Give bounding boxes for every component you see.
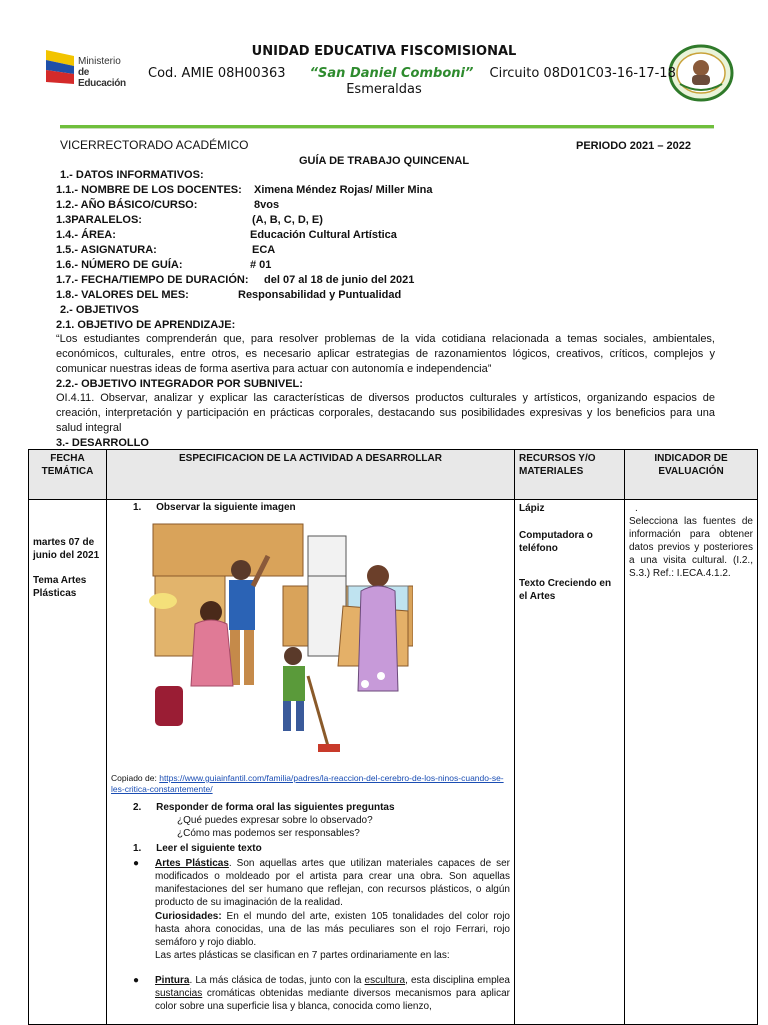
header-text: RECURSOS Y/O MATERIALES	[519, 453, 596, 477]
step-text: Observar la siguiente imagen	[156, 502, 296, 513]
step-num: 1.	[133, 502, 142, 513]
curiosidades-text: En el mundo del arte, existen 105 tonalidades del color rojo hasta ahora conocidas, una de las más peculiares son el rojo Ferrari, rojo semáforo y rojo diablo.	[155, 911, 510, 948]
step-num: 2.	[133, 802, 142, 813]
development-heading: 3.- DESARROLLO	[56, 437, 149, 449]
integrator-objective-text: OI.4.11. Observar, analizar y explicar las características de diversos productos culturales y artísticos, organizando espacios de creación, interpretación y participación en prácticas corporales, destacando sus posibilidades expresivas y los beneficios para una salud integral	[56, 392, 715, 434]
info-value: 8vos	[254, 199, 280, 211]
bullet-title: Pintura	[155, 975, 190, 986]
curiosidades-title: Curiosidades:	[155, 911, 222, 922]
activity-table	[28, 449, 758, 1025]
resource-item: Lápiz	[519, 503, 545, 514]
bullet-text: . La más clásica de todas, junto con la	[189, 975, 365, 986]
vicerrectorado: VICERRECTORADO ACADÉMICO	[60, 138, 249, 152]
bullet-dot-icon: ●	[133, 975, 140, 986]
info-label: 1.3PARALELOS:	[56, 214, 142, 226]
info-value: del 07 al 18 de junio del 2021	[264, 274, 415, 286]
header-text: ESPECIFICACION DE LA ACTIVIDAD A DESARROLLAR	[179, 453, 442, 464]
circuit: Circuito 08D01C03-16-17-18	[489, 66, 676, 81]
col-header-indicator	[625, 450, 758, 500]
bullet-text: , esta disciplina emplea	[405, 975, 510, 986]
curiosidades	[111, 910, 510, 949]
col-header-activity	[107, 450, 515, 500]
integrator-objective-title: 2.2.- OBJETIVO INTEGRADOR POR SUBNIVEL:	[56, 378, 303, 390]
logo-line1: Ministerio	[78, 56, 121, 67]
info-value: Educación Cultural Artística	[250, 229, 397, 241]
logo-line2: de Educación	[78, 67, 126, 89]
info-label: 1.8.- VALORES DEL MES:	[56, 289, 189, 301]
amie-code: Cod. AMIE 08H00363	[148, 66, 286, 81]
school-name: UNIDAD EDUCATIVA FISCOMISIONAL	[251, 44, 517, 59]
date-cell	[29, 500, 107, 1025]
bullet-text: cromáticas obtenidas mediante diversos mecanismos para aplicar color sobre una superficie lisa y blanca, conocida como lienzo,	[155, 988, 510, 1012]
indicator-text: Selecciona las fuentes de información para obtener datos previos y posteriores a una visita cultural. (I.2., S.3.) Ref.: I.ECA.4.1.2.	[629, 516, 753, 579]
indicator-dot: .	[635, 503, 638, 514]
step-3	[111, 842, 510, 855]
step-text: Responder de forma oral las siguientes preguntas	[156, 802, 395, 813]
info-value: Responsabilidad y Puntualidad	[238, 289, 402, 301]
info-heading: 1.- DATOS INFORMATIVOS:	[60, 169, 204, 181]
info-label: 1.7.- FECHA/TIEMPO DE DURACIÓN:	[56, 274, 249, 286]
question-1: ¿Qué puedes expresar sobre lo observado?	[177, 815, 373, 826]
source-label: Copiado de:	[111, 773, 157, 783]
school-code-line	[148, 66, 676, 81]
step-1	[111, 501, 510, 514]
term-escultura: escultura	[364, 975, 406, 986]
indicator-cell	[625, 500, 758, 1025]
info-label: 1.1.- NOMBRE DE LOS DOCENTES:	[56, 184, 242, 196]
topic-text: Tema Artes Plásticas	[33, 575, 87, 599]
question-2: ¿Cómo mas podemos ser responsables?	[177, 828, 360, 839]
image-source	[111, 773, 510, 795]
bullet-dot-icon: ●	[133, 858, 140, 869]
bullet-pintura	[111, 974, 510, 1013]
resources-cell	[515, 500, 625, 1025]
header-text: FECHA TEMÁTICA	[41, 453, 94, 477]
info-value: ECA	[252, 244, 276, 256]
header-divider	[60, 125, 714, 129]
info-label: 1.4.- ÁREA:	[56, 229, 116, 241]
date-text: martes 07 de junio del 2021	[33, 537, 100, 561]
col-header-resources	[515, 450, 625, 500]
header-text: INDICADOR DE EVALUACIÓN	[654, 453, 728, 477]
classes-text: Las artes plásticas se clasifican en 7 partes ordinariamente en las:	[155, 950, 450, 961]
learning-objective-title: 2.1. OBJETIVO DE APRENDIZAJE:	[56, 319, 236, 331]
info-section	[60, 168, 204, 182]
learning-objective-text: “Los estudiantes comprenderán que, para resolver problemas de la vida cotidiana relacionada a temas sociales, ambientales, económicos, culturales, entre otros, es necesario aplicar estrategias de razonamientos lógicos, creativos, críticos, complejos y comunicar nuestras ideas de forma asertiva para actuar con autonomía e independencia”	[56, 333, 715, 375]
step-2	[111, 801, 510, 814]
term-sustancias: sustancias	[155, 988, 203, 999]
bullet-artes-plasticas	[111, 857, 510, 909]
step-num: 1.	[133, 843, 142, 854]
info-label: 1.2.- AÑO BÁSICO/CURSO:	[56, 199, 198, 211]
school-short-name: “San Daniel Comboni”	[309, 66, 474, 81]
info-label: 1.5.- ASIGNATURA:	[56, 244, 157, 256]
bullet-title: Artes Plásticas	[155, 858, 229, 869]
activity-cell	[107, 500, 515, 1025]
family-chores-illustration	[133, 516, 413, 771]
bullet-text: . Son aquellas artes que utilizan materiales capaces de ser modificados o moldeado por el artista para crear una obra. Son aquellas manifestaciones del ser humano que reflejan, con recursos plásticos, o algún producto de su imaginación de la realidad.	[155, 858, 510, 908]
period: PERIODO 2021 – 2022	[576, 140, 691, 152]
step-text: Leer el siguiente texto	[156, 843, 262, 854]
info-value: (A, B, C, D, E)	[252, 214, 323, 226]
info-rows	[56, 183, 656, 303]
objectives-heading: 2.- OBJETIVOS	[60, 304, 139, 316]
guide-title: GUÍA DE TRABAJO QUINCENAL	[298, 155, 470, 167]
resource-item: Computadora o teléfono	[519, 530, 593, 554]
resource-item: Texto Creciendo en el Artes	[519, 578, 612, 602]
source-link[interactable]: https://www.guiainfantil.com/familia/padres/la-reaccion-del-cerebro-de-los-ninos-cuando-se-les-critica-constantemente/	[111, 773, 504, 794]
info-label: 1.6.- NÚMERO DE GUÍA:	[56, 259, 183, 271]
city: Esmeraldas	[346, 82, 422, 97]
info-value: Ximena Méndez Rojas/ Miller Mina	[254, 184, 433, 196]
col-header-date	[29, 450, 107, 500]
info-value: # 01	[250, 259, 272, 271]
